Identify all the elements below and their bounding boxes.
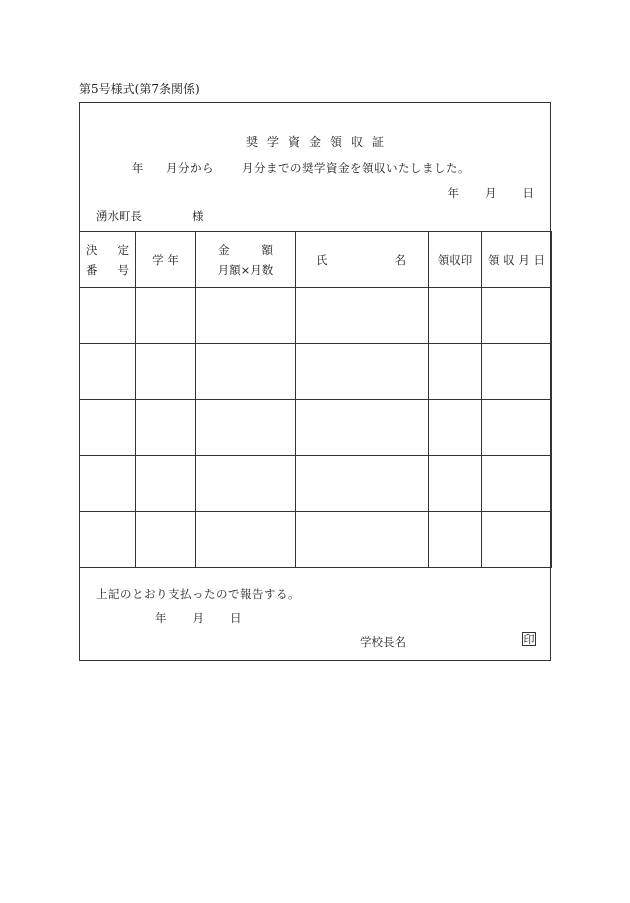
cell-seal[interactable] <box>429 456 482 512</box>
receipt-statement <box>120 160 470 176</box>
report-date <box>155 610 242 626</box>
cell-grade[interactable] <box>136 344 196 400</box>
statement-to-month: 月分までの奨学資金を領収いたしました。 <box>242 161 470 175</box>
table-row <box>80 400 552 456</box>
report-date-day: 日 <box>230 611 242 625</box>
cell-decision-number[interactable] <box>80 288 136 344</box>
statement-year: 年 <box>132 161 144 175</box>
cell-name[interactable] <box>296 512 429 568</box>
cell-seal[interactable] <box>429 512 482 568</box>
cell-decision-number[interactable] <box>80 456 136 512</box>
addressee-name: 湧水町長 <box>96 209 142 223</box>
cell-amount[interactable] <box>196 456 296 512</box>
report-statement: 上記のとおり支払ったので報告する。 <box>96 587 300 601</box>
cell-amount[interactable] <box>196 512 296 568</box>
cell-amount[interactable] <box>196 288 296 344</box>
cell-grade[interactable] <box>136 288 196 344</box>
cell-grade[interactable] <box>136 400 196 456</box>
header-decision-number: 決 定 番 号 <box>80 232 136 288</box>
cell-seal[interactable] <box>429 288 482 344</box>
form-title: 奨学資金領収証 <box>245 135 393 149</box>
cell-receipt-date[interactable] <box>482 344 552 400</box>
receipt-form <box>79 102 551 661</box>
table-header-row <box>80 232 552 288</box>
cell-decision-number[interactable] <box>80 400 136 456</box>
header-name: 氏 名 <box>296 232 429 288</box>
cell-receipt-date[interactable] <box>482 400 552 456</box>
report-date-year: 年 <box>155 611 167 625</box>
cell-name[interactable] <box>296 456 429 512</box>
date-year: 年 <box>447 186 459 200</box>
addressee-honorific: 様 <box>192 209 204 223</box>
form-label: 第5号様式(第7条関係) <box>79 82 200 96</box>
cell-decision-number[interactable] <box>80 512 136 568</box>
table-row <box>80 456 552 512</box>
header-amount: 金 額 月額×月数 <box>196 232 296 288</box>
cell-receipt-date[interactable] <box>482 512 552 568</box>
header-grade: 学 年 <box>136 232 196 288</box>
cell-name[interactable] <box>296 400 429 456</box>
cell-receipt-date[interactable] <box>482 456 552 512</box>
cell-name[interactable] <box>296 288 429 344</box>
principal-name-label: 学校長名 <box>360 635 406 649</box>
receipt-date <box>448 185 535 201</box>
cell-decision-number[interactable] <box>80 344 136 400</box>
date-month: 月 <box>485 186 497 200</box>
table-row <box>80 288 552 344</box>
cell-seal[interactable] <box>429 344 482 400</box>
cell-seal[interactable] <box>429 400 482 456</box>
cell-name[interactable] <box>296 344 429 400</box>
cell-amount[interactable] <box>196 400 296 456</box>
cell-grade[interactable] <box>136 512 196 568</box>
header-receipt-date: 領 収 月 日 <box>482 232 552 288</box>
table-row <box>80 512 552 568</box>
report-date-month: 月 <box>192 611 204 625</box>
cell-amount[interactable] <box>196 344 296 400</box>
cell-receipt-date[interactable] <box>482 288 552 344</box>
seal-icon: 印 <box>523 633 535 646</box>
addressee <box>96 208 204 224</box>
date-day: 日 <box>522 186 534 200</box>
statement-from-month: 月分から <box>166 161 214 175</box>
header-seal: 領収印 <box>429 232 482 288</box>
cell-grade[interactable] <box>136 456 196 512</box>
receipt-table <box>79 231 552 568</box>
table-row <box>80 344 552 400</box>
